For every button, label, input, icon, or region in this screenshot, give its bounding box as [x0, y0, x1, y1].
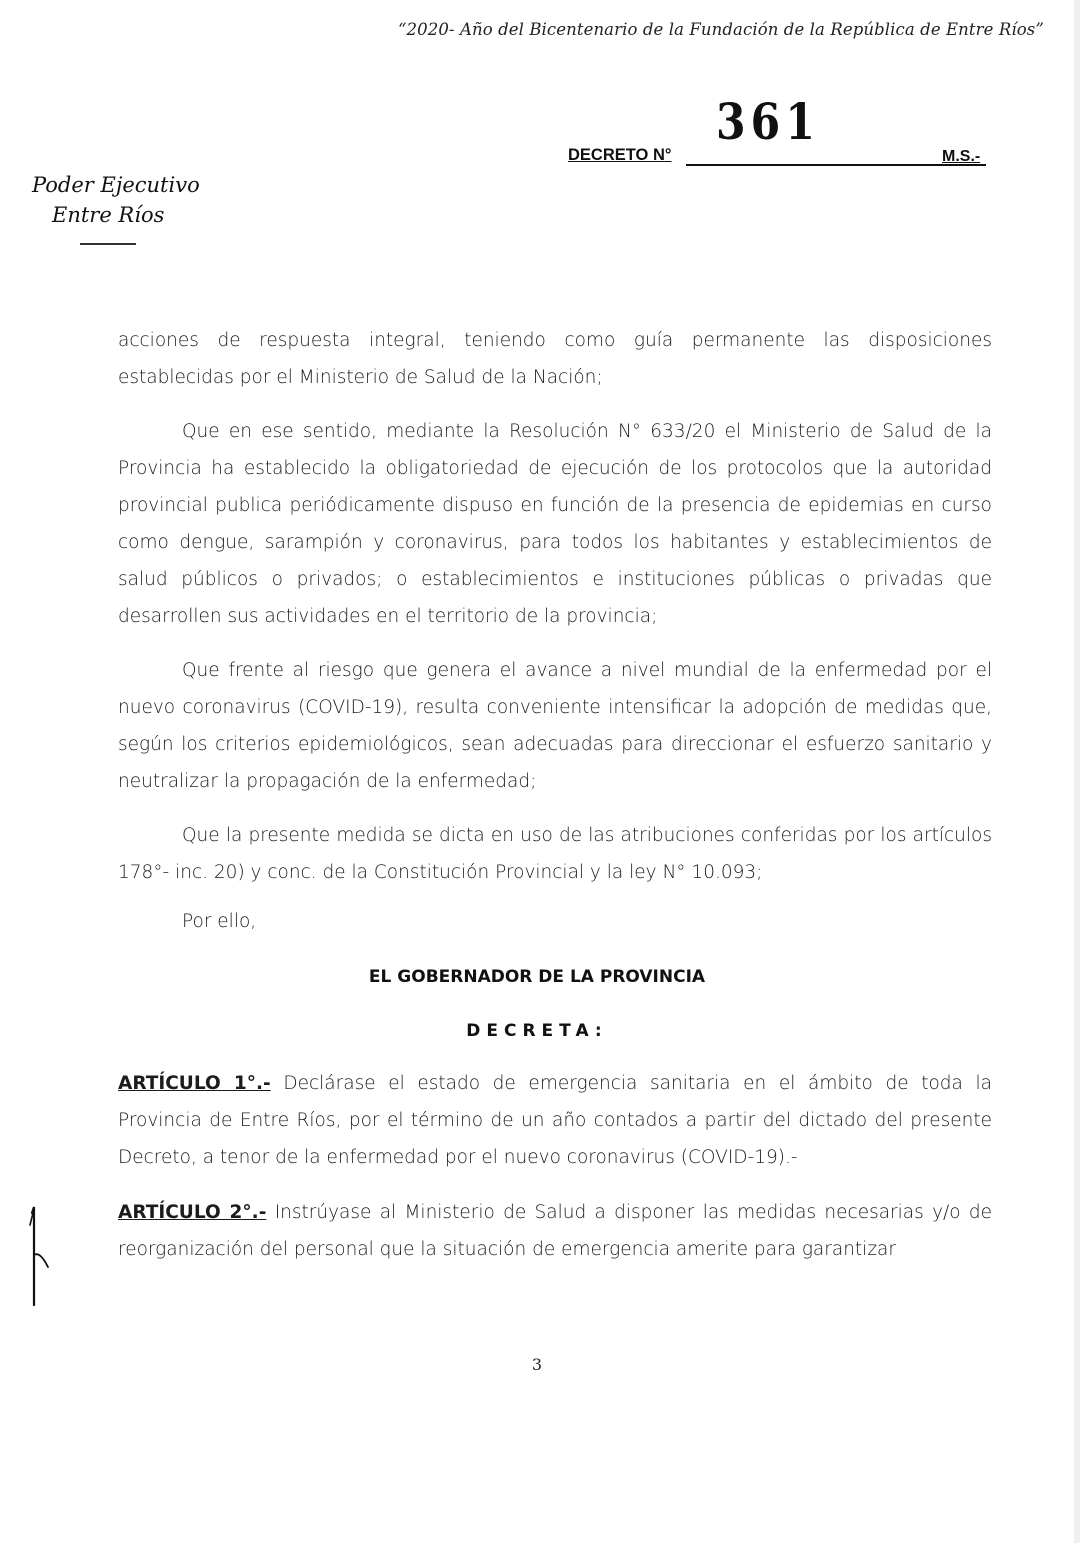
article-1-text: Declárase el estado de emergencia sanitaria en el ámbito de toda la Provincia de Entre Ríos, por el término de un año contados a partir del dictado del presente Decreto, a tenor de la enfermedad por el nuevo coronavirus (COVID-19).- — [118, 1073, 992, 1168]
seal-poder-ejecutivo — [32, 170, 202, 230]
article-1-label: ARTÍCULO 1°.- — [118, 1073, 271, 1094]
decree-heading — [568, 92, 990, 172]
seal-line-2: Entre Ríos — [52, 203, 165, 227]
article-1 — [118, 1065, 992, 1176]
paragraph-text: acciones de respuesta integral, teniendo como guía permanente las disposiciones establecidas por el Ministerio de Salud de la Nación; — [118, 330, 992, 388]
header-motto: “2020- Año del Bicentenario de la Fundación de la República de Entre Ríos” — [398, 20, 1044, 39]
article-2 — [118, 1194, 992, 1268]
decree-number: 361 — [716, 92, 821, 151]
paragraph-1 — [118, 322, 992, 396]
decree-suffix: M.S.- — [942, 148, 981, 165]
paragraph-text: Que frente al riesgo que genera el avance a nivel mundial de la enfermedad por el nuevo coronavirus (COVID-19), resulta conveniente intensificar la adopción de medidas que, según los criterios epidemiológicos, sean adecuadas para direccionar el esfuerzo sanitario y neutralizar la propagación de la enfermedad; — [118, 660, 992, 792]
decree-label: DECRETO N° — [568, 146, 672, 164]
seal-line-1: Poder Ejecutivo — [32, 173, 200, 197]
seal-divider — [80, 243, 136, 245]
paragraph-text: Que la presente medida se dicta en uso de las atribuciones conferidas por los artículos 178°- inc. 20) y conc. de la Constitución Provincial y la ley N° 10.093; — [118, 825, 992, 883]
scrollbar-track[interactable] — [1074, 0, 1080, 1543]
paragraph-text: Por ello, — [182, 911, 257, 932]
authority-heading: EL GOBERNADOR DE LA PROVINCIA — [368, 967, 706, 987]
paragraph-2 — [118, 413, 992, 635]
paragraph-text: Que en ese sentido, mediante la Resolución N° 633/20 el Ministerio de Salud de la Provincia ha establecido la obligatoriedad de ejecución de los protocolos que la autoridad provincial publica periódicamente dispuso en función de la presencia de epidemias en curso como dengue, sarampión y coronavirus, para todos los habitantes y establecimientos de salud públicos o privados; o establecimientos e instituciones públicas o privadas que desarrollen sus actividades en el territorio de la provincia; — [118, 421, 992, 627]
decree-underline — [686, 164, 986, 166]
decreta-heading: DECRETA: — [466, 1021, 608, 1041]
article-2-text: Instrúyase al Ministerio de Salud a disponer las medidas necesarias y/o de reorganización del personal que la situación de emergencia amerite para garantizar — [118, 1202, 992, 1260]
article-2-label: ARTÍCULO 2°.- — [118, 1202, 267, 1223]
page-number: 3 — [531, 1355, 543, 1374]
handwritten-initial-mark — [22, 1205, 62, 1315]
paragraph-4 — [118, 817, 992, 891]
paragraph-5 — [118, 903, 992, 940]
paragraph-3 — [118, 652, 992, 800]
